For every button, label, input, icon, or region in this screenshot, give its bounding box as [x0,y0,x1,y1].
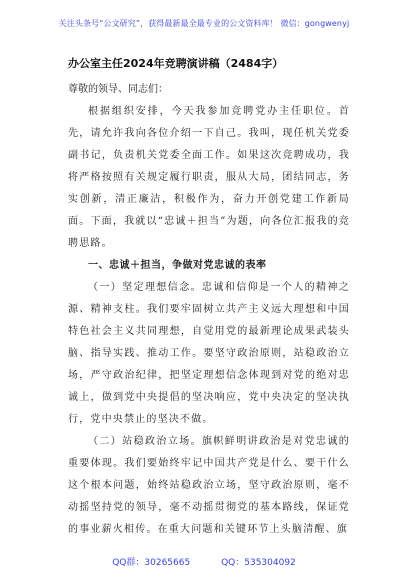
footer-qq-group: QQ群：30265665 [112,558,191,568]
paragraph: （一）坚定理想信念。忠诚和信仰是一个人的精神之源、精神支柱。我们要牢固树立共产主义远大理想和中国特色社会主义共同理想，自觉用党的最新理论成果武装头脑、指导实践、推动工作。要坚守政治原则，站稳政治立场，严守政治纪律，把坚定理想信念体现到对党的绝对忠诚上，做到党中央提倡的坚决响应，党中央决定的坚决执行，党中央禁止的坚决不做。 [68,282,350,425]
greeting: 尊敬的领导、同志们： [68,84,168,95]
section-heading: 一、忠诚＋担当，争做对党忠诚的表率 [88,260,267,271]
paragraph: （二）站稳政治立场。旗帜鲜明讲政治是对党忠诚的重要体现。我们要始终牢记中国共产党是什么、要干什么这个根本问题，始终站稳政治立场，坚守政治原则，毫不动摇坚持党的领导，毫不动摇贯彻党的基本路线，保证党的事业薪火相传。在重大问题和关键环节上头脑清醒、旗 [68,436,350,535]
document-title: 办公室主任2024年竞聘演讲稿（2484字） [68,57,284,70]
document-body [68,101,350,541]
footer-qq: QQ：535304092 [221,558,296,568]
promo-header: 关注头条号“公文研究”，获得最新最全最专业的公文资料库！ 微信：gongwenyj [58,19,350,28]
paragraph: 根据组织安排，今天我参加竞聘党办主任职位。首先，请允许我向各位介绍一下自己。我叫，现任机关党委副书记，负责机关党委全面工作。如果这次竞聘成功，我将严格按照有关规定履行职责，服从大局，团结同志，务实创新，清正廉洁，积极作为，奋力开创党建工作新局面。下面，我就以“忠诚＋担当”为题，向各位汇报我的竞聘思路。 [68,106,350,249]
footer-contacts [0,555,408,568]
